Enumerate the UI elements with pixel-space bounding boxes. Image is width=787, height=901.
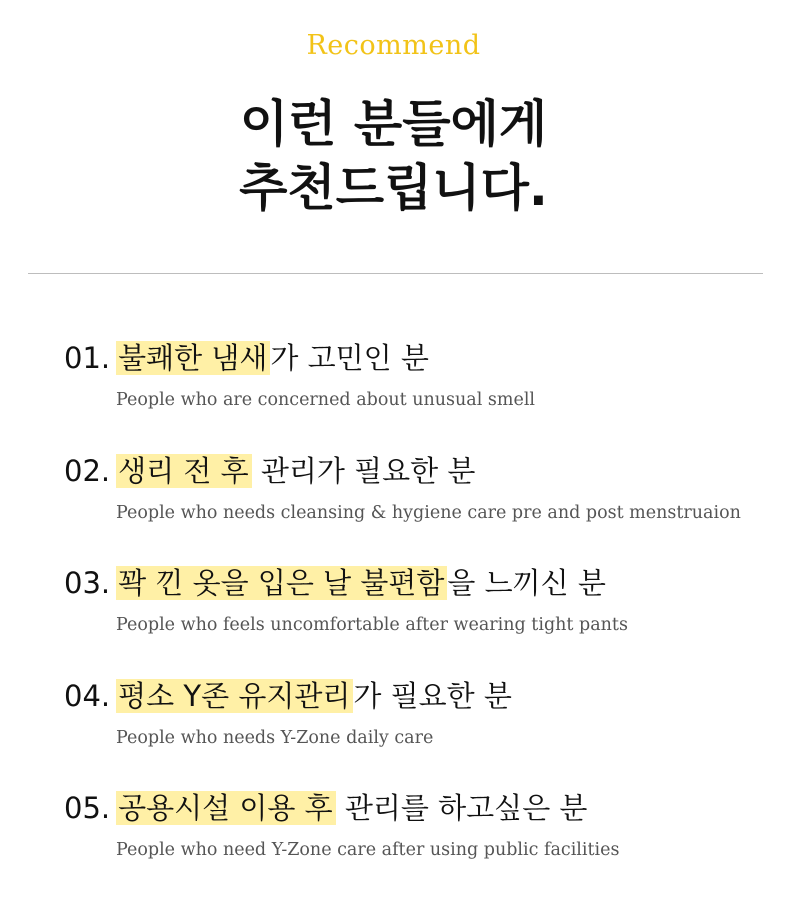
item-subtitle: People who feels uncomfortable after wearing tight pants bbox=[116, 615, 628, 635]
item-highlight: 생리 전 후 bbox=[116, 454, 252, 488]
section-eyebrow: Recommend bbox=[306, 30, 481, 61]
list-item bbox=[64, 451, 764, 564]
divider bbox=[28, 273, 763, 274]
list-item bbox=[64, 676, 764, 789]
headline-line-1: 이런 분들에게 bbox=[239, 95, 548, 153]
item-subtitle: People who needs Y-Zone daily care bbox=[116, 727, 434, 748]
item-highlight: 불쾌한 냄새 bbox=[116, 341, 270, 375]
item-title-rest: 관리가 필요한 분 bbox=[251, 453, 476, 488]
list-item bbox=[64, 338, 764, 451]
item-title-rest: 가 필요한 분 bbox=[353, 678, 512, 713]
list-item bbox=[64, 563, 764, 676]
item-subtitle: People who need Y-Zone care after using public facilities bbox=[116, 840, 620, 860]
item-title-rest: 을 느끼신 분 bbox=[447, 566, 606, 600]
item-highlight: 평소 Y존 유지관리 bbox=[116, 679, 353, 713]
item-subtitle: People who are concerned about unusual smell bbox=[116, 390, 536, 410]
item-number: 05. bbox=[64, 791, 111, 825]
item-number: 03. bbox=[64, 566, 111, 600]
headline-line-2: 추천드립니다. bbox=[239, 159, 548, 217]
item-title-rest: 가 고민인 분 bbox=[270, 341, 429, 375]
item-title bbox=[64, 563, 764, 603]
item-number: 04. bbox=[64, 678, 111, 713]
item-title bbox=[64, 451, 764, 491]
recommend-list bbox=[64, 338, 764, 901]
item-title-rest: 관리를 하고싶은 분 bbox=[335, 791, 588, 825]
item-highlight: 꽉 낀 옷을 입은 날 불편함 bbox=[116, 566, 447, 600]
item-number: 01. bbox=[64, 341, 111, 375]
item-title bbox=[64, 788, 764, 828]
item-highlight: 공용시설 이용 후 bbox=[116, 791, 336, 825]
item-title bbox=[64, 676, 764, 716]
item-subtitle: People who needs cleansing & hygiene care pre and post menstruaion bbox=[116, 502, 741, 523]
item-number: 02. bbox=[64, 453, 111, 488]
section-headline bbox=[0, 92, 787, 220]
item-title bbox=[64, 338, 764, 378]
